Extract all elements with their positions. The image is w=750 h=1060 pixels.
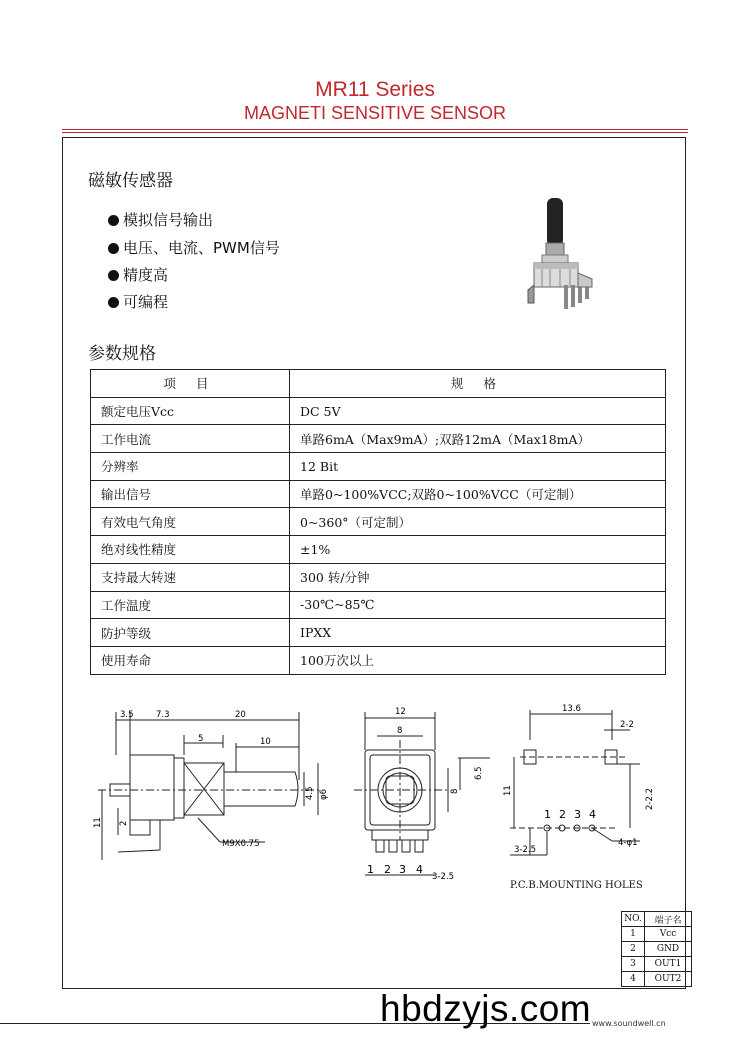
dim-label: 6.5 (474, 766, 484, 780)
dim-label: 3.5 (120, 710, 134, 720)
param-value: 0~360°（可定制） (290, 508, 666, 536)
pin-no: 4 (622, 972, 645, 987)
dim-label: 20 (235, 710, 246, 720)
dim-label: φ6 (319, 788, 329, 800)
bullet-icon (108, 243, 119, 254)
dim-label: 4-φ1 (618, 838, 638, 848)
pin-number: 2 (559, 808, 566, 821)
dim-label: 2-2 (620, 720, 634, 730)
pcb-caption: P.C.B.MOUNTING HOLES (510, 880, 643, 891)
param-name: 使用寿命 (91, 646, 290, 674)
feature-item: 可编程 (108, 291, 168, 312)
param-value: 单路6mA（Max9mA）;双路12mA（Max18mA） (290, 425, 666, 453)
dim-label: 2 (119, 820, 129, 826)
dim-label: 4.5 (305, 786, 315, 800)
param-value: DC 5V (290, 397, 666, 425)
table-row (91, 480, 666, 508)
front-view-drawing (340, 700, 500, 885)
column-header: 端子名 (645, 912, 692, 927)
column-header: 规 格 (290, 370, 666, 398)
pin-table (621, 911, 692, 987)
dim-label: 5 (198, 734, 204, 744)
param-value: 12 Bit (290, 453, 666, 481)
table-row (91, 397, 666, 425)
watermark: hbdzyjs.com (380, 988, 592, 1029)
param-name: 输出信号 (91, 480, 290, 508)
table-row (91, 646, 666, 674)
pin-name: GND (645, 942, 692, 957)
pin-number: 3 (574, 808, 581, 821)
bullet-icon (108, 270, 119, 281)
pcb-footprint-drawing (500, 700, 670, 860)
column-header: NO. (622, 912, 645, 927)
param-value: 单路0~100%VCC;双路0~100%VCC（可定制） (290, 480, 666, 508)
dim-label: 10 (260, 737, 271, 747)
pin-name: Vcc (645, 927, 692, 942)
side-view-drawing (90, 700, 330, 870)
table-row (91, 536, 666, 564)
pin-no: 3 (622, 957, 645, 972)
pin-no: 2 (622, 942, 645, 957)
table-header-row (91, 370, 666, 398)
dim-label: 7.3 (156, 710, 170, 720)
dim-label: 11 (503, 785, 513, 796)
dim-label: 2-2.2 (645, 788, 655, 810)
product-photo (520, 195, 610, 320)
dim-label: 8 (397, 726, 403, 736)
header-rule-thin (62, 132, 688, 133)
pin-number: 3 (399, 863, 406, 876)
pin-number: 1 (544, 808, 551, 821)
dim-label: 13.6 (562, 704, 581, 714)
dim-label: 11 (93, 817, 103, 828)
param-name: 分辨率 (91, 453, 290, 481)
feature-item: 电压、电流、PWM信号 (108, 237, 280, 258)
param-name: 支持最大转速 (91, 563, 290, 591)
section-title-sensor: 磁敏传感器 (88, 171, 173, 191)
table-row (622, 957, 692, 972)
header-rule (62, 129, 688, 130)
param-name: 绝对线性精度 (91, 536, 290, 564)
table-row (622, 942, 692, 957)
table-row (91, 591, 666, 619)
watermark-small: www.soundwell.cn (592, 1019, 666, 1028)
table-header-row (622, 912, 692, 927)
pin-name: OUT2 (645, 972, 692, 987)
param-name: 额定电压Vcc (91, 397, 290, 425)
dim-label: 12 (395, 707, 406, 717)
table-row (91, 453, 666, 481)
column-header: 项 目 (91, 370, 290, 398)
param-name: 工作电流 (91, 425, 290, 453)
bullet-icon (108, 215, 119, 226)
param-name: 有效电气角度 (91, 508, 290, 536)
spec-table (90, 369, 666, 675)
series-title: MR11 Series (315, 78, 435, 101)
param-value: 300 转/分钟 (290, 563, 666, 591)
param-value: IPXX (290, 619, 666, 647)
pin-number: 1 (367, 863, 374, 876)
param-value: ±1% (290, 536, 666, 564)
dim-label: 3-2.5 (514, 845, 536, 855)
product-subtitle: MAGNETI SENSITIVE SENSOR (243, 103, 507, 123)
pin-number: 4 (416, 863, 423, 876)
table-row (91, 425, 666, 453)
table-row (91, 619, 666, 647)
feature-item: 模拟信号输出 (108, 209, 213, 230)
pin-no: 1 (622, 927, 645, 942)
thread-label: M9X0.75 (222, 839, 260, 849)
param-value: 100万次以上 (290, 646, 666, 674)
feature-item: 精度高 (108, 264, 168, 285)
pin-number: 4 (589, 808, 596, 821)
table-row (622, 927, 692, 942)
param-name: 工作温度 (91, 591, 290, 619)
table-row (622, 972, 692, 987)
table-row (91, 563, 666, 591)
bullet-icon (108, 297, 119, 308)
dim-label: 3-2.5 (432, 872, 454, 882)
pin-name: OUT1 (645, 957, 692, 972)
table-row (91, 508, 666, 536)
pin-number: 2 (384, 863, 391, 876)
param-value: -30℃~85℃ (290, 591, 666, 619)
dim-label: 8 (450, 788, 460, 794)
param-name: 防护等级 (91, 619, 290, 647)
section-title-specs: 参数规格 (88, 344, 156, 364)
